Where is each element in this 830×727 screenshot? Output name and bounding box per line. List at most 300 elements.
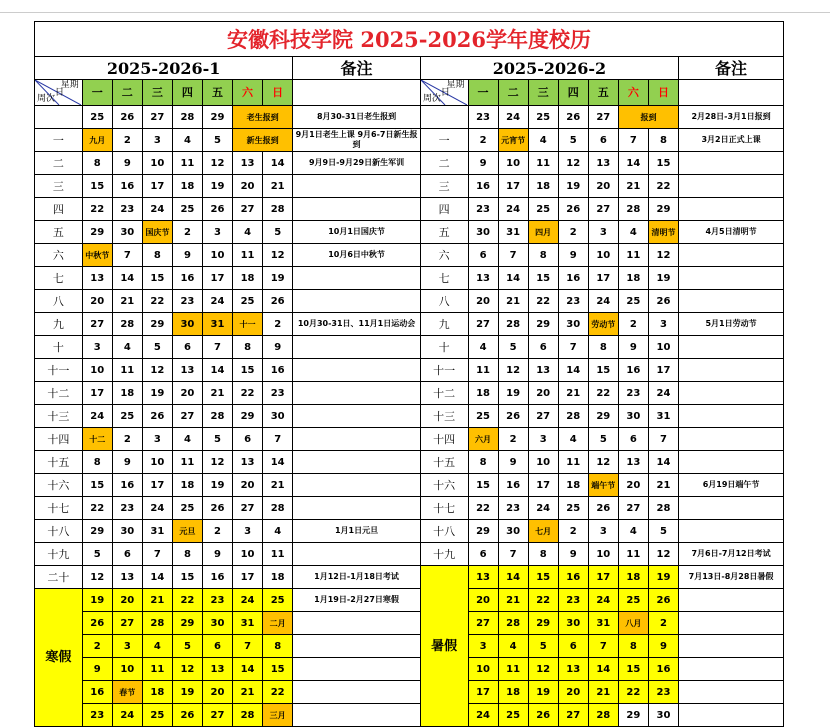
remark-cell: 2月28日-3月1日报到	[679, 106, 784, 129]
day-cell: 国庆节	[142, 221, 172, 244]
week-number: 二	[420, 152, 468, 175]
day-cell: 八月	[618, 612, 648, 635]
day-cell: 26	[172, 704, 202, 727]
day-cell: 19	[202, 175, 232, 198]
day-cell: 23	[202, 589, 232, 612]
day-cell: 15	[588, 359, 618, 382]
weekday-header-1-0: 一	[82, 80, 112, 106]
day-cell: 3	[588, 221, 618, 244]
day-cell: 25	[618, 589, 648, 612]
remark-cell	[679, 612, 784, 635]
week-number: 八	[420, 290, 468, 313]
day-cell: 11	[233, 244, 263, 267]
day-cell: 26	[588, 497, 618, 520]
day-cell: 2	[112, 428, 142, 451]
remark-header-2: 备注	[679, 57, 784, 80]
day-cell: 27	[468, 313, 498, 336]
calendar-row	[35, 106, 784, 129]
calendar-row	[35, 451, 784, 474]
day-cell: 29	[202, 106, 232, 129]
day-cell: 10	[82, 359, 112, 382]
day-cell: 16	[558, 267, 588, 290]
day-cell: 5	[558, 129, 588, 152]
day-cell: 9	[468, 152, 498, 175]
calendar-row	[35, 129, 784, 152]
day-cell: 12	[172, 658, 202, 681]
day-cell: 26	[528, 704, 558, 727]
week-number: 十七	[35, 497, 83, 520]
week-number: 十六	[35, 474, 83, 497]
day-cell: 13	[558, 658, 588, 681]
day-cell: 24	[142, 198, 172, 221]
week-number: 十	[35, 336, 83, 359]
day-cell: 10	[468, 658, 498, 681]
remark-cell	[293, 290, 421, 313]
remark-cell	[293, 635, 421, 658]
day-cell: 18	[558, 474, 588, 497]
day-cell: 2	[172, 221, 202, 244]
day-cell: 31	[648, 405, 678, 428]
remark-cell	[679, 244, 784, 267]
day-cell: 13	[202, 658, 232, 681]
day-cell: 23	[648, 681, 678, 704]
day-cell: 22	[468, 497, 498, 520]
week-number: 一	[420, 129, 468, 152]
day-cell: 23	[468, 198, 498, 221]
day-cell: 23	[558, 290, 588, 313]
day-cell: 老生报到	[233, 106, 293, 129]
day-cell: 28	[498, 612, 528, 635]
calendar-row	[35, 290, 784, 313]
day-cell: 8	[233, 336, 263, 359]
day-cell: 23	[82, 704, 112, 727]
day-cell: 3	[202, 221, 232, 244]
day-cell: 20	[588, 175, 618, 198]
calendar-row	[35, 612, 784, 635]
day-cell: 26	[648, 290, 678, 313]
day-cell: 清明节	[648, 221, 678, 244]
day-cell: 22	[82, 497, 112, 520]
day-cell: 3	[142, 129, 172, 152]
day-cell: 12	[648, 244, 678, 267]
day-cell: 26	[202, 497, 232, 520]
day-cell: 21	[263, 474, 293, 497]
day-cell: 7	[648, 428, 678, 451]
day-cell: 8	[468, 451, 498, 474]
day-cell: 11	[112, 359, 142, 382]
day-cell: 13	[468, 267, 498, 290]
week-number: 十四	[420, 428, 468, 451]
day-cell: 9	[558, 244, 588, 267]
day-cell: 17	[142, 474, 172, 497]
day-cell: 元宵节	[498, 129, 528, 152]
day-cell: 20	[528, 382, 558, 405]
day-cell: 4	[142, 635, 172, 658]
day-cell: 28	[202, 405, 232, 428]
calendar-row	[35, 336, 784, 359]
day-cell: 20	[468, 290, 498, 313]
day-cell: 9	[618, 336, 648, 359]
week-number: 十八	[420, 520, 468, 543]
day-cell: 28	[498, 313, 528, 336]
day-cell: 26	[112, 106, 142, 129]
calendar-row	[35, 405, 784, 428]
day-cell: 六月	[468, 428, 498, 451]
day-cell: 26	[558, 106, 588, 129]
calendar-sheet	[34, 21, 784, 727]
day-cell: 8	[588, 336, 618, 359]
day-cell: 4	[468, 336, 498, 359]
day-cell: 21	[202, 382, 232, 405]
week-number: 十七	[420, 497, 468, 520]
remark-cell	[679, 635, 784, 658]
day-cell: 6	[233, 428, 263, 451]
day-cell: 11	[558, 451, 588, 474]
day-cell: 20	[172, 382, 202, 405]
day-cell: 4	[618, 520, 648, 543]
semester-2-label: 2025-2026-2	[420, 57, 678, 80]
day-cell: 9	[263, 336, 293, 359]
week-number: 六	[35, 244, 83, 267]
day-cell: 14	[202, 359, 232, 382]
day-cell: 5	[82, 543, 112, 566]
day-cell: 17	[202, 267, 232, 290]
day-cell: 10	[528, 451, 558, 474]
day-cell: 16	[172, 267, 202, 290]
corner-weekday-label: 星期	[446, 80, 465, 90]
remark-cell: 6月19日端午节	[679, 474, 784, 497]
week-number: 七	[35, 267, 83, 290]
calendar-row	[35, 497, 784, 520]
day-cell: 31	[498, 221, 528, 244]
day-cell: 新生报到	[233, 129, 293, 152]
day-cell: 17	[468, 681, 498, 704]
day-cell: 29	[172, 612, 202, 635]
day-cell: 29	[618, 704, 648, 727]
day-cell: 21	[648, 474, 678, 497]
day-cell: 13	[82, 267, 112, 290]
day-cell: 19	[263, 267, 293, 290]
remark-cell: 10月1日国庆节	[293, 221, 421, 244]
page-title: 安徽科技学院 2025-2026学年度校历	[34, 21, 784, 56]
day-cell: 12	[648, 543, 678, 566]
day-cell: 28	[558, 405, 588, 428]
day-cell: 2	[82, 635, 112, 658]
day-cell: 27	[528, 405, 558, 428]
calendar-row	[35, 589, 784, 612]
day-cell: 10	[648, 336, 678, 359]
remark-cell	[679, 382, 784, 405]
day-cell: 16	[558, 566, 588, 589]
day-cell: 10	[588, 543, 618, 566]
weekday-header-2-6: 日	[648, 80, 678, 106]
day-cell: 16	[263, 359, 293, 382]
day-cell: 23	[172, 290, 202, 313]
day-cell: 15	[528, 566, 558, 589]
day-cell: 30	[202, 612, 232, 635]
day-cell: 19	[648, 267, 678, 290]
day-cell: 15	[263, 658, 293, 681]
remark-cell: 9月9日-9月29日新生军训	[293, 152, 421, 175]
day-cell: 17	[498, 175, 528, 198]
day-cell: 中秋节	[82, 244, 112, 267]
day-cell: 26	[142, 405, 172, 428]
calendar-row	[35, 566, 784, 589]
day-cell: 11	[528, 152, 558, 175]
day-cell: 6	[588, 129, 618, 152]
remark-cell	[679, 658, 784, 681]
weekday-header-1-2: 三	[142, 80, 172, 106]
day-cell: 3	[648, 313, 678, 336]
week-number: 四	[35, 198, 83, 221]
day-cell: 2	[468, 129, 498, 152]
day-cell: 25	[233, 290, 263, 313]
remark-cell: 4月5日清明节	[679, 221, 784, 244]
remark-cell	[679, 428, 784, 451]
calendar-row	[35, 244, 784, 267]
day-cell: 13	[233, 152, 263, 175]
day-cell: 24	[588, 589, 618, 612]
remark-cell	[293, 267, 421, 290]
day-cell: 7	[498, 543, 528, 566]
week-number: 三	[35, 175, 83, 198]
day-cell: 14	[588, 658, 618, 681]
corner-date-label: 日	[440, 88, 450, 98]
day-cell: 24	[648, 382, 678, 405]
day-cell: 十二	[82, 428, 112, 451]
calendar-row	[35, 382, 784, 405]
day-cell: 6	[468, 244, 498, 267]
day-cell: 8	[82, 451, 112, 474]
day-cell: 13	[172, 359, 202, 382]
day-cell: 28	[142, 612, 172, 635]
day-cell: 27	[588, 198, 618, 221]
day-cell: 31	[233, 612, 263, 635]
remark-cell	[293, 681, 421, 704]
remark-cell	[293, 80, 421, 106]
day-cell: 22	[233, 382, 263, 405]
day-cell: 12	[263, 244, 293, 267]
calendar-row	[35, 474, 784, 497]
day-cell: 20	[618, 474, 648, 497]
day-cell: 23	[263, 382, 293, 405]
day-cell: 3	[233, 520, 263, 543]
day-cell: 17	[142, 175, 172, 198]
day-cell: 16	[618, 359, 648, 382]
day-cell: 4	[112, 336, 142, 359]
day-cell: 29	[233, 405, 263, 428]
day-cell: 22	[588, 382, 618, 405]
day-cell: 23	[618, 382, 648, 405]
day-cell: 4	[498, 635, 528, 658]
day-cell: 18	[498, 681, 528, 704]
day-cell: 28	[263, 497, 293, 520]
day-cell: 三月	[263, 704, 293, 727]
top-divider	[0, 12, 830, 13]
weekday-header-row	[35, 80, 784, 106]
week-number: 十三	[35, 405, 83, 428]
day-cell: 14	[498, 566, 528, 589]
day-cell: 27	[468, 612, 498, 635]
day-cell: 2	[112, 129, 142, 152]
remark-cell	[293, 428, 421, 451]
day-cell: 11	[468, 359, 498, 382]
remark-cell: 10月30-31日、11月1日运动会	[293, 313, 421, 336]
remark-cell	[293, 474, 421, 497]
day-cell: 8	[172, 543, 202, 566]
day-cell: 14	[648, 451, 678, 474]
day-cell: 元旦	[172, 520, 202, 543]
day-cell: 27	[233, 497, 263, 520]
day-cell: 19	[498, 382, 528, 405]
day-cell: 3	[112, 635, 142, 658]
day-cell: 5	[648, 520, 678, 543]
day-cell: 27	[558, 704, 588, 727]
day-cell: 9	[172, 244, 202, 267]
day-cell: 7	[142, 543, 172, 566]
remark-cell	[293, 704, 421, 727]
week-number: 十六	[420, 474, 468, 497]
day-cell: 20	[233, 175, 263, 198]
calendar-row	[35, 428, 784, 451]
week-number: 十二	[420, 382, 468, 405]
day-cell: 7	[558, 336, 588, 359]
day-cell: 9	[82, 658, 112, 681]
day-cell: 18	[233, 267, 263, 290]
day-cell: 15	[142, 267, 172, 290]
day-cell: 18	[468, 382, 498, 405]
day-cell: 14	[112, 267, 142, 290]
day-cell: 2	[558, 221, 588, 244]
day-cell: 10	[202, 244, 232, 267]
day-cell: 24	[498, 198, 528, 221]
day-cell: 30	[558, 612, 588, 635]
day-cell: 5	[588, 428, 618, 451]
day-cell: 30	[112, 221, 142, 244]
day-cell: 29	[468, 520, 498, 543]
day-cell: 22	[142, 290, 172, 313]
day-cell: 29	[588, 405, 618, 428]
day-cell: 4	[172, 428, 202, 451]
day-cell: 6	[618, 428, 648, 451]
day-cell: 11	[142, 658, 172, 681]
day-cell: 18	[112, 382, 142, 405]
day-cell: 24	[498, 106, 528, 129]
day-cell: 26	[498, 405, 528, 428]
day-cell: 29	[82, 221, 112, 244]
week-number: 十二	[35, 382, 83, 405]
remark-cell	[679, 198, 784, 221]
day-cell: 27	[172, 405, 202, 428]
day-cell: 14	[498, 267, 528, 290]
day-cell: 7	[112, 244, 142, 267]
remark-cell	[679, 451, 784, 474]
remark-cell	[293, 336, 421, 359]
day-cell: 5	[142, 336, 172, 359]
day-cell: 22	[82, 198, 112, 221]
week-number	[35, 106, 83, 129]
remark-cell	[679, 175, 784, 198]
week-number: 十四	[35, 428, 83, 451]
day-cell: 5	[498, 336, 528, 359]
day-cell: 4	[558, 428, 588, 451]
remark-cell	[679, 681, 784, 704]
day-cell: 20	[468, 589, 498, 612]
day-cell: 14	[618, 152, 648, 175]
day-cell: 19	[558, 175, 588, 198]
remark-cell: 9月1日老生上课 9月6-7日新生报到	[293, 129, 421, 152]
day-cell: 22	[618, 681, 648, 704]
day-cell: 十一	[233, 313, 263, 336]
week-number: 十八	[35, 520, 83, 543]
remark-cell	[293, 359, 421, 382]
day-cell: 7	[618, 129, 648, 152]
day-cell: 15	[233, 359, 263, 382]
day-cell: 4	[172, 129, 202, 152]
day-cell: 23	[558, 589, 588, 612]
day-cell: 25	[263, 589, 293, 612]
day-cell: 10	[498, 152, 528, 175]
day-cell: 24	[202, 290, 232, 313]
day-cell: 5	[528, 635, 558, 658]
calendar-row	[35, 267, 784, 290]
day-cell: 3	[142, 428, 172, 451]
day-cell: 27	[142, 106, 172, 129]
day-cell: 28	[648, 497, 678, 520]
day-cell: 28	[172, 106, 202, 129]
week-number: 十一	[420, 359, 468, 382]
day-cell: 27	[233, 198, 263, 221]
day-cell: 27	[618, 497, 648, 520]
day-cell: 30	[618, 405, 648, 428]
day-cell: 18	[172, 474, 202, 497]
calendar-row	[35, 658, 784, 681]
calendar-row	[35, 152, 784, 175]
day-cell: 31	[142, 520, 172, 543]
day-cell: 24	[528, 497, 558, 520]
day-cell: 17	[648, 359, 678, 382]
day-cell: 报到	[618, 106, 678, 129]
day-cell: 22	[648, 175, 678, 198]
day-cell: 24	[233, 589, 263, 612]
remark-cell	[679, 589, 784, 612]
week-number: 十五	[420, 451, 468, 474]
day-cell: 10	[142, 451, 172, 474]
weekday-header-2-4: 五	[588, 80, 618, 106]
day-cell: 16	[498, 474, 528, 497]
day-cell: 15	[82, 474, 112, 497]
remark-cell	[293, 497, 421, 520]
day-cell: 7	[263, 428, 293, 451]
day-cell: 25	[528, 106, 558, 129]
remark-cell: 7月13日-8月28日暑假	[679, 566, 784, 589]
day-cell: 3	[468, 635, 498, 658]
day-cell: 13	[528, 359, 558, 382]
day-cell: 24	[142, 497, 172, 520]
semester-1-label: 2025-2026-1	[35, 57, 293, 80]
day-cell: 28	[112, 313, 142, 336]
day-cell: 16	[468, 175, 498, 198]
remark-cell: 1月12日-1月18日考试	[293, 566, 421, 589]
day-cell: 29	[648, 198, 678, 221]
day-cell: 6	[112, 543, 142, 566]
day-cell: 6	[558, 635, 588, 658]
day-cell: 13	[233, 451, 263, 474]
day-cell: 20	[202, 681, 232, 704]
day-cell: 9	[112, 152, 142, 175]
remark-cell	[679, 336, 784, 359]
week-number: 十三	[420, 405, 468, 428]
